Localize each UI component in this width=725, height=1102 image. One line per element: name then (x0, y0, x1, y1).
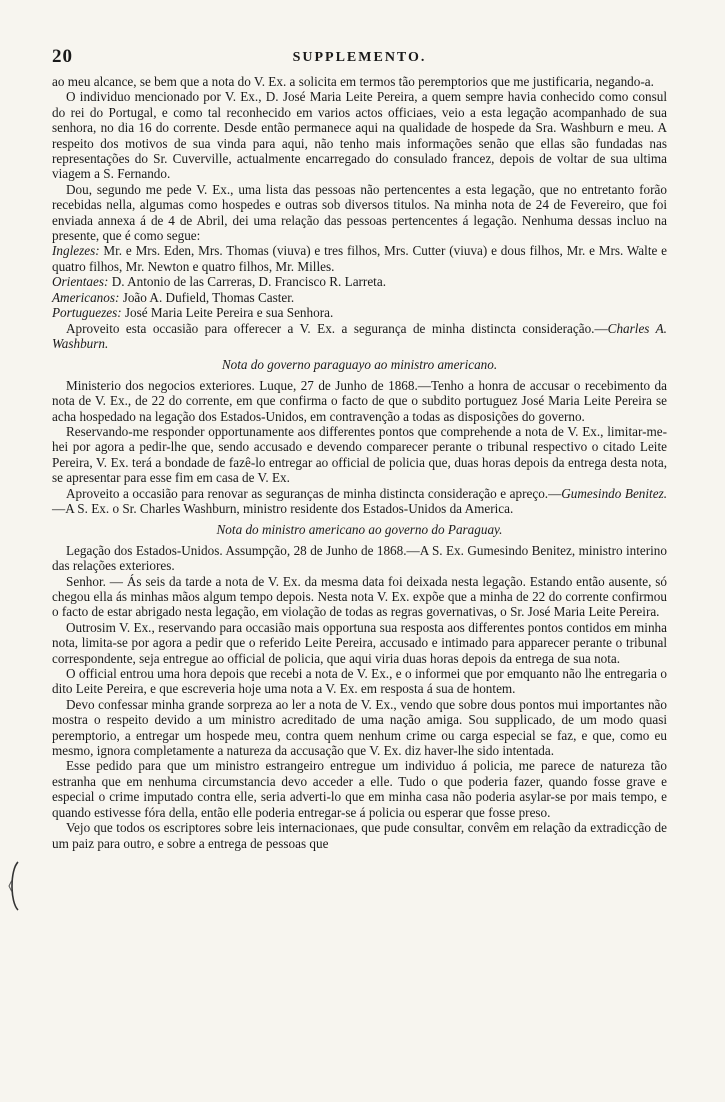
paragraph: O official entrou uma hora depois que recebi a nota de V. Ex., e o informei que por emquanto não lhe entregaria o dito Leite Pereira, e que escreveria hoje uma nota a V. Ex. em resposta á sua de hontem. (52, 666, 667, 697)
signature: Gumesindo Benitez. (561, 485, 667, 501)
paragraph: ao meu alcance, se bem que a nota do V. Ex. a solicita em termos tão peremptorios que me justificaria, negando-a. (52, 74, 654, 89)
closing-text: Aproveito a occasião para renovar as seguranças de minha distincta consideração e apreço.— (66, 485, 562, 501)
closing-text: Aproveito esta occasião para offerecer a V. Ex. a segurança de minha distincta consideração.— (66, 320, 608, 336)
paragraph: Reservando-me responder opportunamente aos differentes pontos que comprehende a nota de V. Ex., limitar-me-hei por agora a pedir-lhe que, sendo accusado e devendo comparecer perante o tribunal respectivo o citado Leite Pereira, V. Ex. terá a bondade de fazê-lo entregar ao official de policia que, duas horas depois da entrega desta nota, se apresentar para esse fim em casa de V. Ex. (52, 423, 667, 486)
paragraph: Legação dos Estados-Unidos. Assumpção, 28 de Junho de 1868.—A S. Ex. Gumesindo Benitez, ministro interino das relações exteriores. (52, 542, 667, 574)
list-label: Americanos: (52, 289, 120, 305)
addressee-text: —A S. Ex. o Sr. Charles Washburn, ministro residente dos Estados-Unidos da America. (52, 500, 514, 516)
paragraph (52, 486, 667, 517)
page-header (52, 44, 667, 74)
paragraph: Dou, segundo me pede V. Ex., uma lista das pessoas não pertencentes a esta legação, que no entretanto forão recebidas nella, algumas como hospedes e outras sob diversos titulos. Na minha nota de 24 de Fevereiro, que foi enviada annexa á de 4 de Abril, dei uma relação das pessoas pertencentes á legação. Nenhuma dessas incluo na presente, que é como segue: (52, 181, 667, 244)
signature: Charles A. Washburn. (52, 320, 667, 351)
list-label: Portuguezes: (52, 305, 122, 321)
section-heading: Nota do governo paraguayo ao ministro americano. (221, 357, 498, 373)
paragraph: Outrosim V. Ex., reservando para occasião mais opportuna sua resposta aos differentes pontos contidos em minha nota, limita-se por agora a pedir que o referido Leite Pereira, accusado e intimado para apparecer perante o tribunal correspondente, seja entregue ao official de policia, que aqui viria duas horas depois da entrega de sua nota. (52, 619, 667, 666)
paragraph: Vejo que todos os escriptores sobre leis internacionaes, que pude consultar, convêm em relação da extradicção de um paiz para outro, e sobre a entrega de pessoas que (52, 820, 667, 851)
running-title: SUPPLEMENTO. (292, 50, 427, 65)
page-number: 20 (52, 46, 73, 67)
paragraph: Senhor. — Ás seis da tarde a nota de V. Ex. da mesma data foi deixada nesta legação. Estando então ausente, só chegou ella ás minhas mãos algum tempo depois. Nesta nota V. Ex. expõe que a minha de 22 do corrente confirmou o facto de estar abrigado nesta legação, em violação de todas as regras governativas, o Sr. José Maria Leite Pereira. (52, 573, 667, 620)
list-label: Inglezes: (52, 243, 100, 259)
list-item (52, 305, 667, 320)
list-item (52, 243, 667, 274)
paragraph (52, 321, 667, 352)
list-text: João A. Dufield, Thomas Caster. (122, 289, 295, 305)
list-item (52, 290, 667, 305)
section-heading: Nota do ministro americano ao governo do Paraguay. (216, 522, 503, 538)
paragraph: Esse pedido para que um ministro estrangeiro entregue um individuo á policia, me parece de natureza tão estranha que em nenhuma circumstancia devo acceder a elle. Tudo o que poderia fazer, quando fosse grave e especial o crime imputado contra elle, seria adverti-lo que em minha casa não poderia asylar-se por mais tempo, e quando estivesse fóra della, então elle poderia entregar-se á policia ou esperar que fosse preso. (52, 758, 667, 820)
list-item (52, 274, 667, 289)
paragraph: O individuo mencionado por V. Ex., D. José Maria Leite Pereira, a quem sempre havia conhecido como consul do rei do Portugal, e como tal reconhecido em varios actos officiaes, veio a esta legação acompanhado de sua senhora, no dia 16 do corrente. Desde então permanece aqui na qualidade de hospede da Sra. Washburn e meu. A respeito dos motivos de sua vinda para aqui, não tenho mais informações senão que ellas são fundadas nas representações do Sr. Cuverville, actualmente encarregado do consulado francez, depois de voltar de sua ultima viagem a S. Fernando. (52, 89, 667, 182)
list-text: Mr. e Mrs. Eden, Mrs. Thomas (viuva) e tres filhos, Mrs. Cutter (viuva) e dous filhos, Mr. e Mrs. Walte e quatro filhos, Mr. Newton e quatro filhos, Mr. Milles. (52, 243, 667, 274)
margin-bracket-mark (6, 860, 24, 912)
paragraph: Devo confessar minha grande sorpreza ao ler a nota de V. Ex., vendo que sobre dous pontos mui importantes não mostra o respeito devido a um ministro acreditado de uma nação amiga. Sou supplicado, de um modo quasi peremptorio, a entregar um hospede meu, contra quem nenhum crime ou carga especial se faz, e que, como eu mesmo, ignora completamente a natureza da accusação que V. Ex. diz haver-lhe sido intentada. (52, 696, 667, 759)
list-text: D. Antonio de las Carreras, D. Francisco R. Larreta. (111, 274, 386, 290)
paragraph: Ministerio dos negocios exteriores. Luque, 27 de Junho de 1868.—Tenho a honra de accusar o recebimento da nota de V. Ex., de 22 do corrente, em que confirma o facto de que o subdito portuguez José Maria Leite Pereira se acha hospedado na legação dos Estados-Unidos, em contravenção a todas as disposições do governo. (52, 377, 667, 424)
body-text (52, 74, 667, 851)
list-text: José Maria Leite Pereira e sua Senhora. (124, 305, 334, 321)
list-label: Orientaes: (52, 274, 109, 290)
